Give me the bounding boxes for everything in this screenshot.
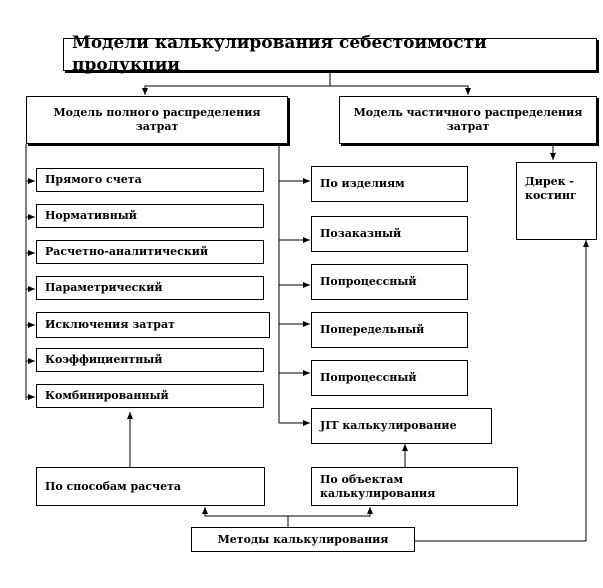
calculation-object-by-operation: Попроцессный	[311, 264, 468, 300]
calculation-way-normative: Нормативный	[36, 204, 264, 228]
calculation-object-by-stage: Попередельный	[311, 312, 468, 348]
direct-costing: Дирек - костинг	[516, 162, 597, 240]
calculation-object-by-process: Попроцессный	[311, 360, 468, 396]
group-by-calculation-object: По объектам калькулирования	[311, 467, 518, 506]
methods-to-objects-connector	[288, 507, 370, 516]
calculation-way-analytical: Расчетно-аналитический	[36, 240, 264, 264]
full-cost-model: Модель полного распределения затрат	[26, 96, 288, 144]
calculation-way-coefficient: Коэффициентный	[36, 348, 264, 372]
calculation-way-direct: Прямого счета	[36, 168, 264, 192]
calculation-object-by-product: По изделиям	[311, 166, 468, 202]
partial-cost-model: Модель частичного распределения затрат	[339, 96, 597, 144]
group-by-calculation-way: По способам расчета	[36, 467, 265, 506]
calculation-way-exclusion: Исключения затрат	[36, 312, 270, 338]
methods-to-ways-connector	[205, 507, 288, 527]
calculation-way-parametric: Параметрический	[36, 276, 264, 300]
calculation-methods: Методы калькулирования	[191, 527, 415, 552]
calculation-object-by-order: Позаказный	[311, 216, 468, 252]
page-title: Модели калькулирования себестоимости продукции	[63, 38, 597, 71]
calculation-way-combined: Комбинированный	[36, 384, 264, 408]
calculation-object-jit: JIT калькулирование	[311, 408, 492, 444]
title-to-partial-connector	[330, 86, 468, 95]
